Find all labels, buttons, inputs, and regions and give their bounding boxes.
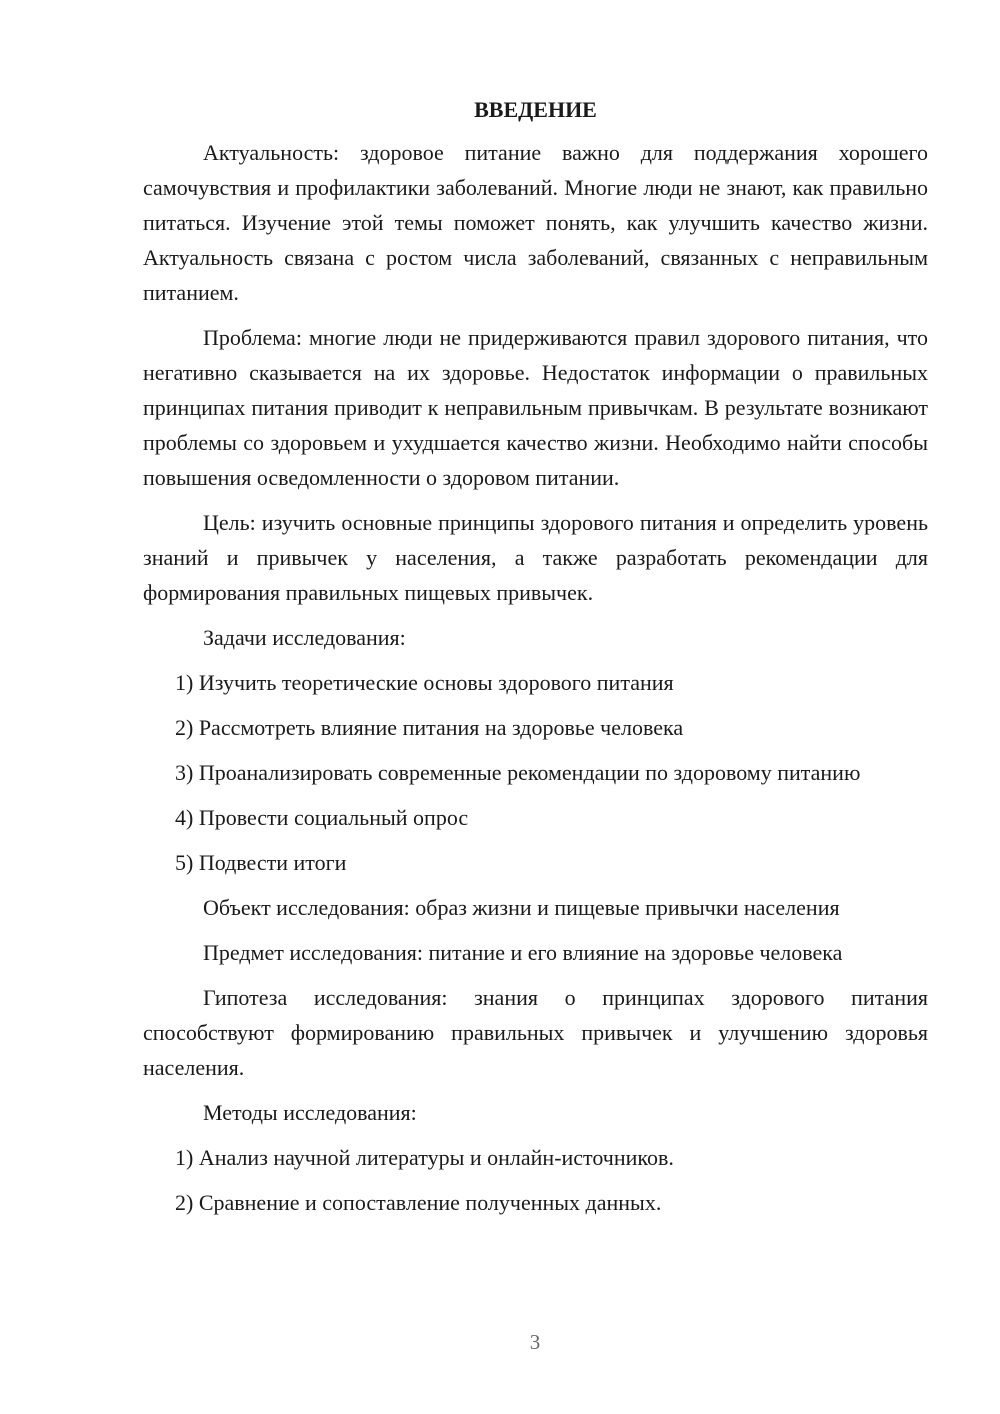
paragraph-problem: Проблема: многие люди не придерживаются правил здорового питания, что негативно сказывается на их здоровье. Недостаток информации о правильных принципах питания приводит к неправильным привычкам. В результате возникают проблемы со здоровьем и ухудшается качество жизни. Необходимо найти способы повышения осведомленности о здоровом питании.	[143, 325, 928, 490]
method-item-1: 1) Анализ научной литературы и онлайн-источников.	[175, 1145, 674, 1170]
task-item-2: 2) Рассмотреть влияние питания на здоровье человека	[175, 715, 684, 740]
methods-heading: Методы исследования:	[203, 1100, 417, 1125]
task-item-5: 5) Подвести итоги	[175, 850, 347, 875]
task-item-1: 1) Изучить теоретические основы здорового питания	[175, 670, 674, 695]
paragraph-relevance: Актуальность: здоровое питание важно для поддержания хорошего самочувствия и профилактики заболеваний. Многие люди не знают, как правильно питаться. Изучение этой темы поможет понять, как улучшить качество жизни. Актуальность связана с ростом числа заболеваний, связанных с неправильным питанием.	[143, 140, 928, 305]
research-object: Объект исследования: образ жизни и пищевые привычки населения	[203, 895, 840, 920]
research-hypothesis: Гипотеза исследования: знания о принципах здорового питания способствуют формированию правильных привычек и улучшению здоровья населения.	[143, 985, 928, 1080]
research-subject: Предмет исследования: питание и его влияние на здоровье человека	[203, 940, 843, 965]
task-item-3: 3) Проанализировать современные рекомендации по здоровому питанию	[175, 760, 861, 785]
paragraph-goal: Цель: изучить основные принципы здорового питания и определить уровень знаний и привычек у населения, а также разработать рекомендации для формирования правильных пищевых привычек.	[143, 510, 928, 605]
method-item-2: 2) Сравнение и сопоставление полученных данных.	[175, 1190, 662, 1215]
page-number: 3	[529, 1330, 541, 1354]
task-item-4: 4) Провести социальный опрос	[175, 805, 469, 830]
tasks-heading: Задачи исследования:	[203, 625, 406, 650]
page-title: ВВЕДЕНИЕ	[474, 97, 597, 122]
